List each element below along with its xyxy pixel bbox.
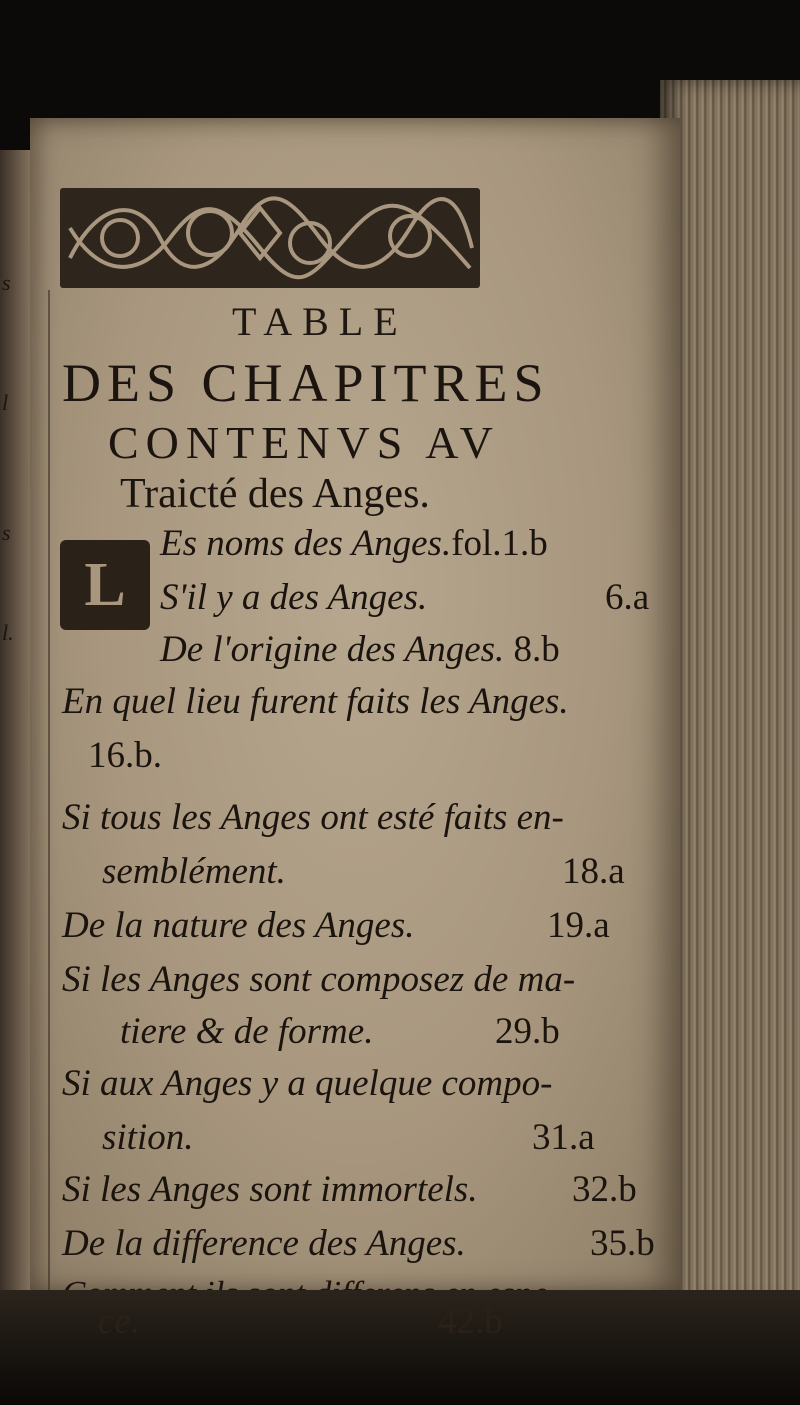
edge-letter: s — [2, 520, 11, 545]
heading-traite: Traicté des Anges. — [120, 471, 430, 517]
toc-entry — [102, 850, 625, 893]
entry-folio: fol.1.b — [451, 523, 548, 564]
toc-entry — [62, 958, 575, 1001]
toc-entry — [62, 680, 569, 723]
entry-title: semblément. — [102, 851, 286, 892]
toc-entry — [62, 1222, 655, 1265]
entry-folio: 19.a — [547, 905, 610, 946]
entry-title: Si les Anges sont immortels. — [62, 1169, 478, 1210]
toc-entry — [120, 1010, 560, 1053]
entry-folio: 6.a — [605, 577, 650, 618]
left-page-edge — [0, 150, 34, 1300]
toc-entry — [62, 904, 610, 947]
ornamental-headpiece — [60, 188, 480, 288]
entry-folio: 18.a — [562, 851, 625, 892]
entry-title: sition. — [102, 1117, 194, 1158]
entry-title: De l'origine des Anges. — [160, 629, 505, 670]
entry-title: Si les Anges sont composez de ma- — [62, 959, 576, 1000]
toc-entry — [98, 1300, 503, 1343]
heading-table: TABLE — [232, 299, 408, 344]
entry-title: Si tous les Anges ont esté faits en- — [62, 797, 564, 838]
entry-title: ce. — [98, 1301, 141, 1342]
page-stack-edge — [660, 80, 800, 1310]
entry-title: tiere & de forme. — [120, 1011, 374, 1052]
edge-letter: l. — [2, 620, 14, 645]
entry-title: Es noms des Anges. — [160, 523, 452, 564]
entry-title: En quel lieu furent faits les Anges. — [62, 681, 569, 722]
entry-folio: 35.b — [590, 1223, 655, 1264]
toc-entry — [88, 734, 162, 777]
entry-folio: 8.b — [513, 629, 560, 670]
margin-rule — [48, 290, 50, 1290]
entry-title: S'il y a des Anges. — [160, 577, 428, 618]
toc-entry — [62, 1062, 552, 1105]
toc-entry — [160, 522, 548, 565]
heading-chapitres: DES CHAPITRES — [62, 353, 550, 413]
entry-title: De la difference des Anges. — [62, 1223, 466, 1264]
toc-entry — [62, 796, 564, 839]
entry-folio: 29.b — [495, 1011, 560, 1052]
entry-folio: 32.b — [572, 1169, 637, 1210]
toc-entry — [102, 1116, 595, 1159]
entry-title: De la nature des Anges. — [62, 905, 415, 946]
entry-folio: 42.b — [438, 1301, 503, 1342]
entry-folio: 31.a — [532, 1117, 595, 1158]
entry-folio: 16.b. — [88, 735, 162, 776]
entry-title: Si aux Anges y a quelque compo- — [62, 1063, 553, 1104]
toc-entry — [160, 628, 560, 671]
edge-letter: l — [2, 390, 9, 415]
toc-entry — [160, 576, 650, 619]
toc-entry — [62, 1168, 637, 1211]
heading-contenus: CONTENVS AV — [108, 417, 500, 468]
edge-letter: s — [2, 270, 11, 295]
drop-cap: L — [60, 540, 150, 630]
